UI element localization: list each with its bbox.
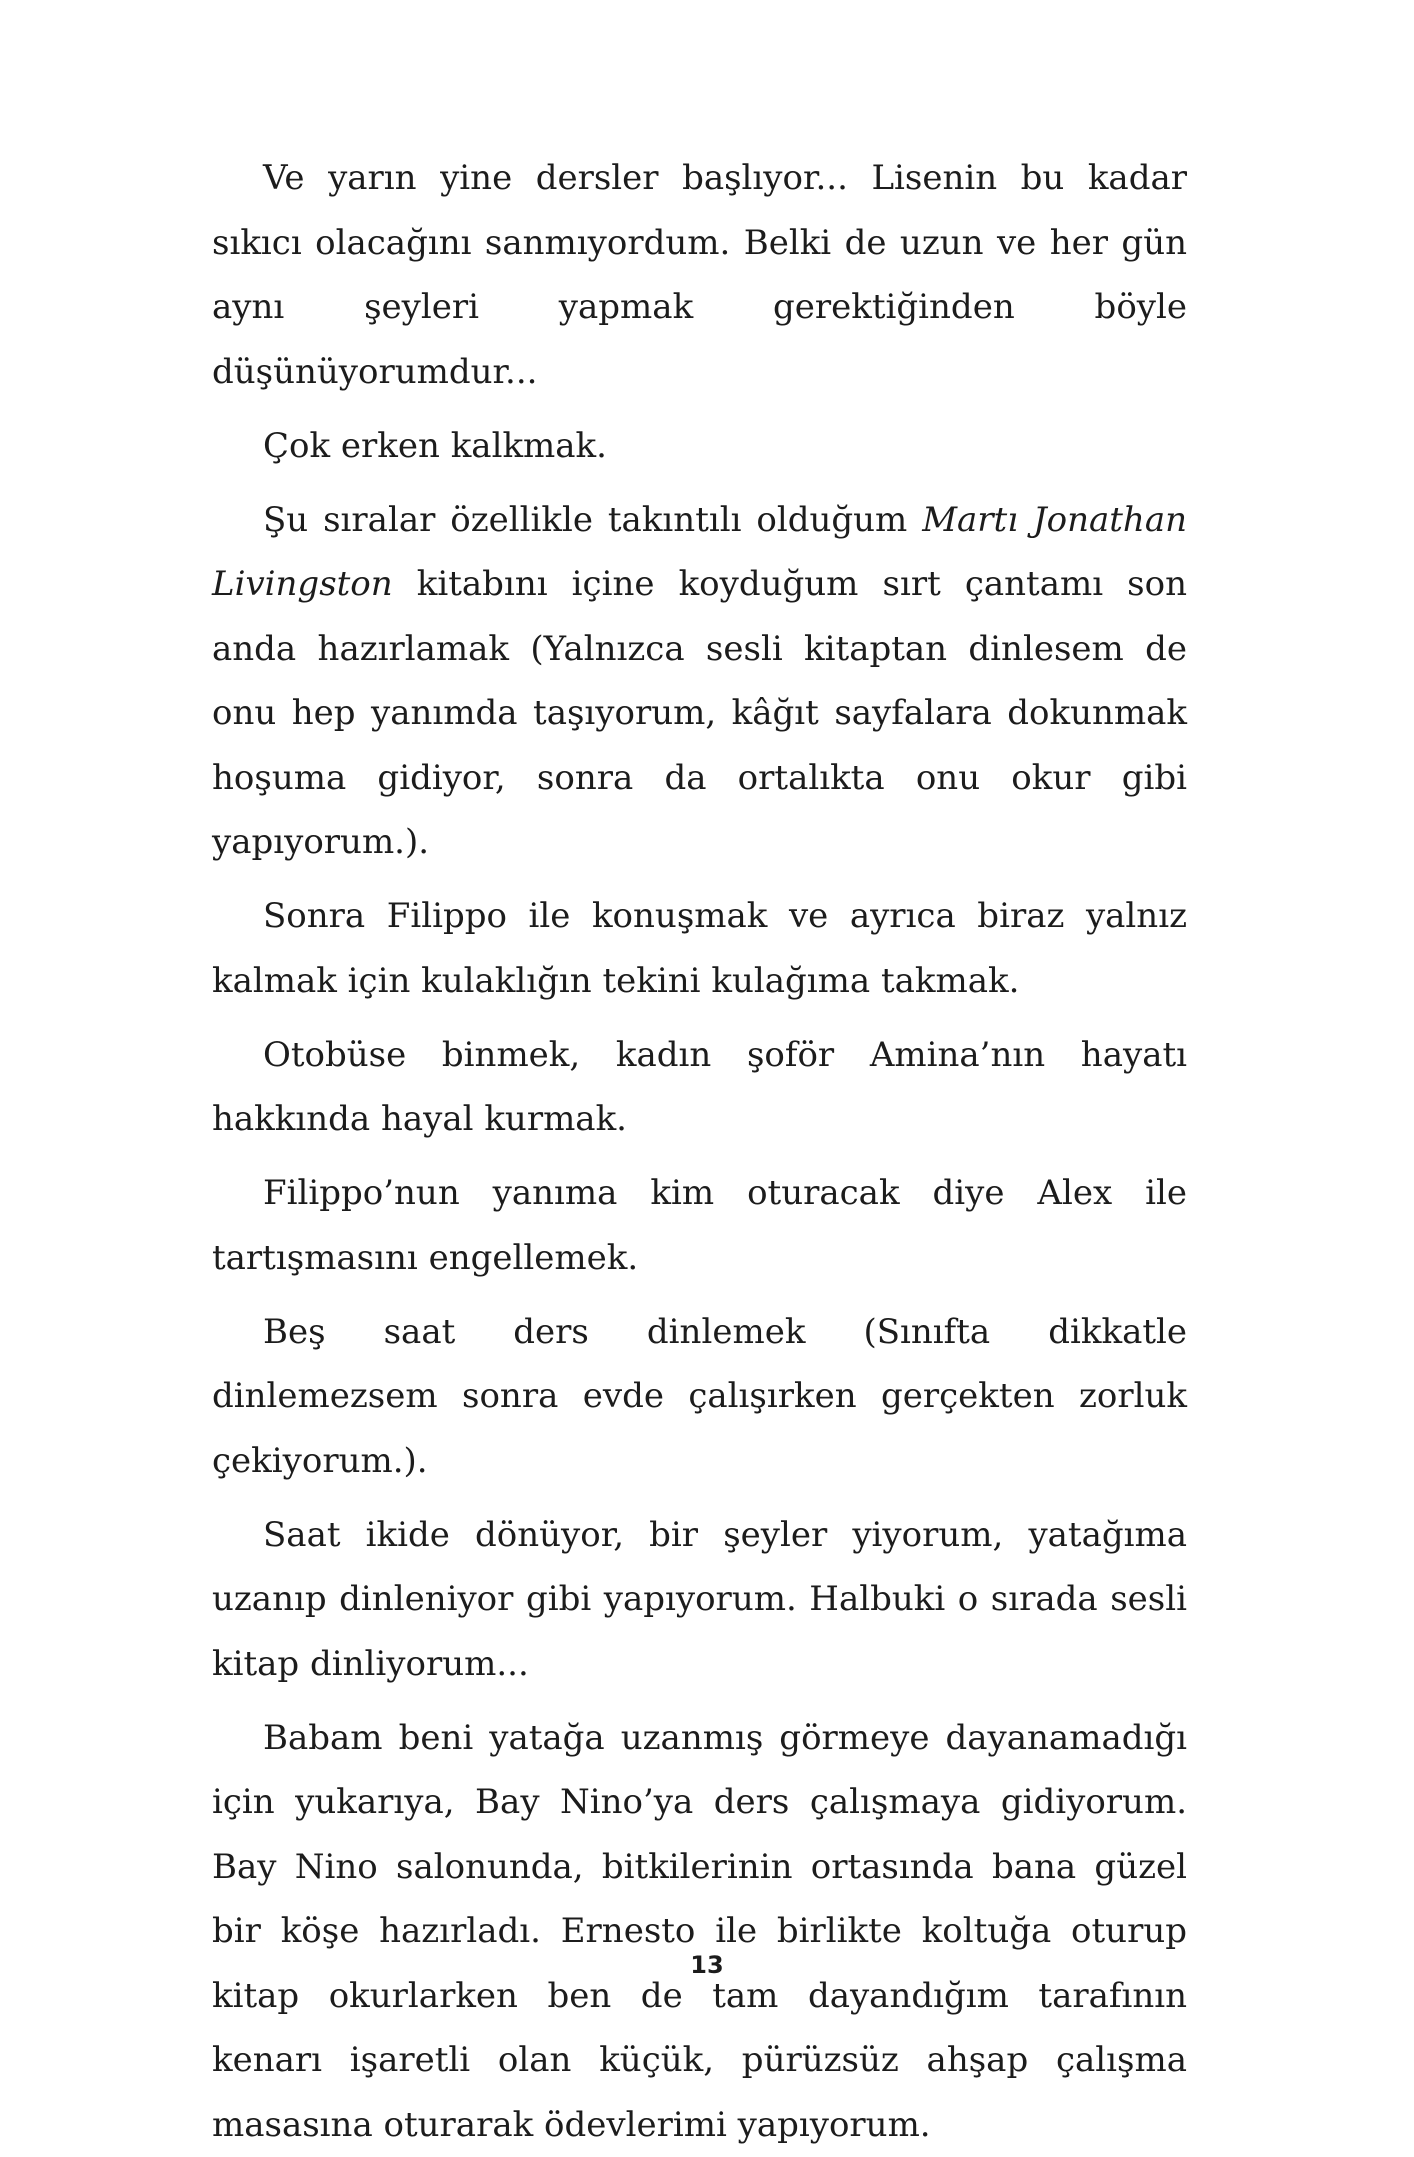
book-title-italic: Martı Jonathan Livingston [212,500,1187,605]
paragraph-8: Saat ikide dönüyor, bir şeyler yiyorum, yatağıma uzanıp dinleniyor gibi yapıyorum. Halbuki o sırada sesli kitap dinliyorum... [212,1503,1187,1697]
paragraph-3 [212,488,1187,875]
paragraph-1: Ve yarın yine dersler başlıyor... Lisenin bu kadar sıkıcı olacağını sanmıyordum. Belki de uzun ve her gün aynı şeyleri yapmak gerektiğinden böyle düşünüyorumdur... [212,146,1187,404]
paragraph-5: Otobüse binmek, kadın şoför Amina’nın hayatı hakkında hayal kurmak. [212,1023,1187,1152]
paragraph-3-text-after: kitabını içine koyduğum sırt çantamı son anda hazırlamak (Yalnızca sesli kitaptan dinlesem de onu hep yanımda taşıyorum, kâğıt sayfalara dokunmak hoşuma gidiyor, sonra da ortalıkta onu okur gibi yapıyorum.). [212,564,1187,862]
page-number: 13 [0,1950,1414,1980]
paragraph-6: Filippo’nun yanıma kim oturacak diye Alex ile tartışmasını engellemek. [212,1161,1187,1290]
paragraph-9: Babam beni yatağa uzanmış görmeye dayanamadığı için yukarıya, Bay Nino’ya ders çalışmaya gidiyorum. Bay Nino salonunda, bitkilerinin ortasında bana güzel bir köşe hazırladı. Ernesto ile birlikte koltuğa oturup kitap okurlarken ben de tam dayandığım tarafının kenarı işaretli olan küçük, pürüzsüz ahşap çalışma masasına oturarak ödevlerimi yapıyorum. [212,1706,1187,2157]
body-text [212,146,1187,2157]
paragraph-7: Beş saat ders dinlemek (Sınıfta dikkatle dinlemezsem sonra evde çalışırken gerçekten zorluk çekiyorum.). [212,1300,1187,1494]
paragraph-2: Çok erken kalkmak. [212,414,1187,479]
paragraph-3-text-before: Şu sıralar özellikle takıntılı olduğum [263,500,922,540]
paragraph-4: Sonra Filippo ile konuşmak ve ayrıca biraz yalnız kalmak için kulaklığın tekini kulağıma takmak. [212,884,1187,1013]
